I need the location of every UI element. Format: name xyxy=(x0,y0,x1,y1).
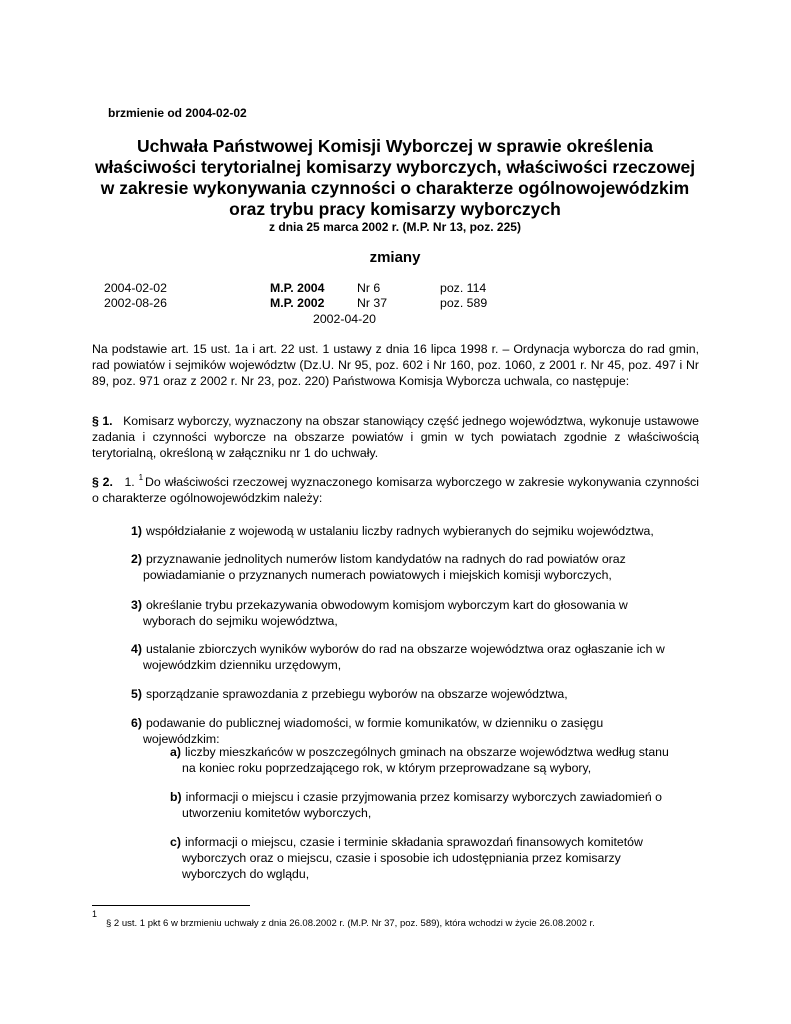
sub-item-letter: b) xyxy=(170,790,182,804)
footnote-reference[interactable]: 1 xyxy=(138,473,144,482)
list-item-text: sporządzanie sprawozdania z przebiegu wyborów na obszarze województwa, xyxy=(145,687,568,701)
list-item xyxy=(131,715,691,747)
list-item-number: 2) xyxy=(131,552,142,566)
document-date: z dnia 25 marca 2002 r. (M.P. Nr 13, poz. 225) xyxy=(269,220,521,234)
list-item-text: powiadamianie o przyznanych numerach powiatowych i miejskich komisji wyborczych, xyxy=(143,568,612,582)
change-journal: M.P. 2002 xyxy=(270,296,325,310)
section-2-subnumber: 1. xyxy=(124,475,135,489)
change-date: 2004-02-02 xyxy=(104,281,167,295)
change-position: poz. 114 xyxy=(440,281,487,295)
list-item-text: współdziałanie z wojewodą w ustalaniu liczby radnych wybieranych do sejmiku województwa, xyxy=(145,524,654,538)
list-item-text: wyborach do sejmiku województwa, xyxy=(143,614,338,628)
footnote-text: § 2 ust. 1 pkt 6 w brzmieniu uchwały z dnia 26.08.2002 r. (M.P. Nr 37, poz. 589), która wchodzi w życie 26.08.2002 r. xyxy=(106,918,595,929)
change-position: poz. 589 xyxy=(440,296,488,310)
list-item-number: 4) xyxy=(131,642,142,656)
sub-item xyxy=(170,834,700,882)
sub-item-text: liczby mieszkańców w poszczególnych gminach na obszarze województwa według stanu xyxy=(184,745,669,759)
version-label: brzmienie od 2004-02-02 xyxy=(108,106,247,120)
change-number: Nr 37 xyxy=(357,296,388,310)
section-2-text: Do właściwości rzeczowej wyznaczonego komisarza wyborczego w zakresie wykonywania czynności o charakterze ogólnowojewódzkim należy: xyxy=(92,475,700,505)
section-2 xyxy=(92,470,699,506)
list-item xyxy=(131,686,691,702)
list-item-number: 1) xyxy=(131,524,142,538)
sub-item xyxy=(170,744,700,776)
list-item xyxy=(131,523,691,539)
list-item xyxy=(131,641,691,673)
list-item-number: 3) xyxy=(131,598,142,612)
list-item-text: podawanie do publicznej wiadomości, w formie komunikatów, w dzienniku o zasięgu xyxy=(145,716,604,730)
changes-extra-date: 2002-04-20 xyxy=(313,312,376,326)
sub-item-text: utworzeniu komitetów wyborczych, xyxy=(182,806,372,820)
list-item xyxy=(131,597,691,629)
sub-item-letter: c) xyxy=(170,835,181,849)
sub-item-text: informacji o miejscu, czasie i terminie składania sprawozdań finansowych komitetów xyxy=(184,835,643,849)
section-1-label: § 1. xyxy=(92,414,113,428)
changes-row xyxy=(0,281,791,297)
section-2-label: § 2. xyxy=(92,475,113,489)
list-item-number: 6) xyxy=(131,716,142,730)
changes-heading: zmiany xyxy=(369,249,421,266)
list-item xyxy=(131,551,691,583)
sub-item-text: wyborczych do wglądu, xyxy=(182,867,310,881)
change-journal: M.P. 2004 xyxy=(270,281,325,295)
list-item-text: przyznawanie jednolitych numerów listom kandydatów na radnych do rad powiatów oraz xyxy=(145,552,626,566)
list-item-text: określanie trybu przekazywania obwodowym komisjom wyborczym kart do głosowania w xyxy=(145,598,628,612)
sub-item-text: wyborczych oraz o miejscu, czasie i sposobie ich udostępniania przez komisarzy xyxy=(182,851,621,865)
change-date: 2002-08-26 xyxy=(104,296,167,310)
sub-item-letter: a) xyxy=(170,745,181,759)
section-1 xyxy=(92,413,699,461)
list-item-text: wojewódzkim: xyxy=(143,732,220,746)
document-title: Uchwała Państwowej Komisji Wyborczej w sprawie określenia właściwości terytorialnej komisarzy wyborczych, właściwości rzeczowej w zakresie wykonywania czynności o charakterze ogólnowojewódzkim oraz trybu pracy komisarzy wyborczych xyxy=(94,136,696,219)
section-1-text: Komisarz wyborczy, wyznaczony na obszar stanowiący część jednego województwa, wykonuje ustawowe zadania i czynności wyborcze na obszarze powiatów i gmin w tych powiatach zgodnie z właściwością terytorialną, określoną w załączniku nr 1 do uchwały. xyxy=(92,414,700,460)
changes-row xyxy=(0,296,791,312)
sub-item xyxy=(170,789,700,821)
sub-item-text: informacji o miejscu i czasie przyjmowania przez komisarzy wyborczych zawiadomień o xyxy=(185,790,662,804)
list-item-number: 5) xyxy=(131,687,142,701)
change-number: Nr 6 xyxy=(357,281,381,295)
footnote-divider xyxy=(92,905,250,906)
sub-item-text: na koniec roku poprzedzającego rok, w którym przeprowadzane są wybory, xyxy=(182,761,592,775)
list-item-text: wojewódzkim dzienniku urzędowym, xyxy=(143,658,342,672)
footnote-mark: 1 xyxy=(92,909,98,919)
list-item-text: ustalanie zbiorczych wyników wyborów do rad na obszarze województwa oraz ogłaszanie ich w xyxy=(145,642,665,656)
preamble: Na podstawie art. 15 ust. 1a i art. 22 ust. 1 ustawy z dnia 16 lipca 1998 r. – Ordynacja wyborcza do rad gmin, rad powiatów i sejmików województw (Dz.U. Nr 95, poz. 602 i Nr 160, poz. 1060, z 2001 r. Nr 45, poz. 497 i Nr 89, poz. 971 oraz z 2002 r. Nr 23, poz. 220) Państwowa Komisja Wyborcza uchwala, co następuje: xyxy=(92,342,699,388)
